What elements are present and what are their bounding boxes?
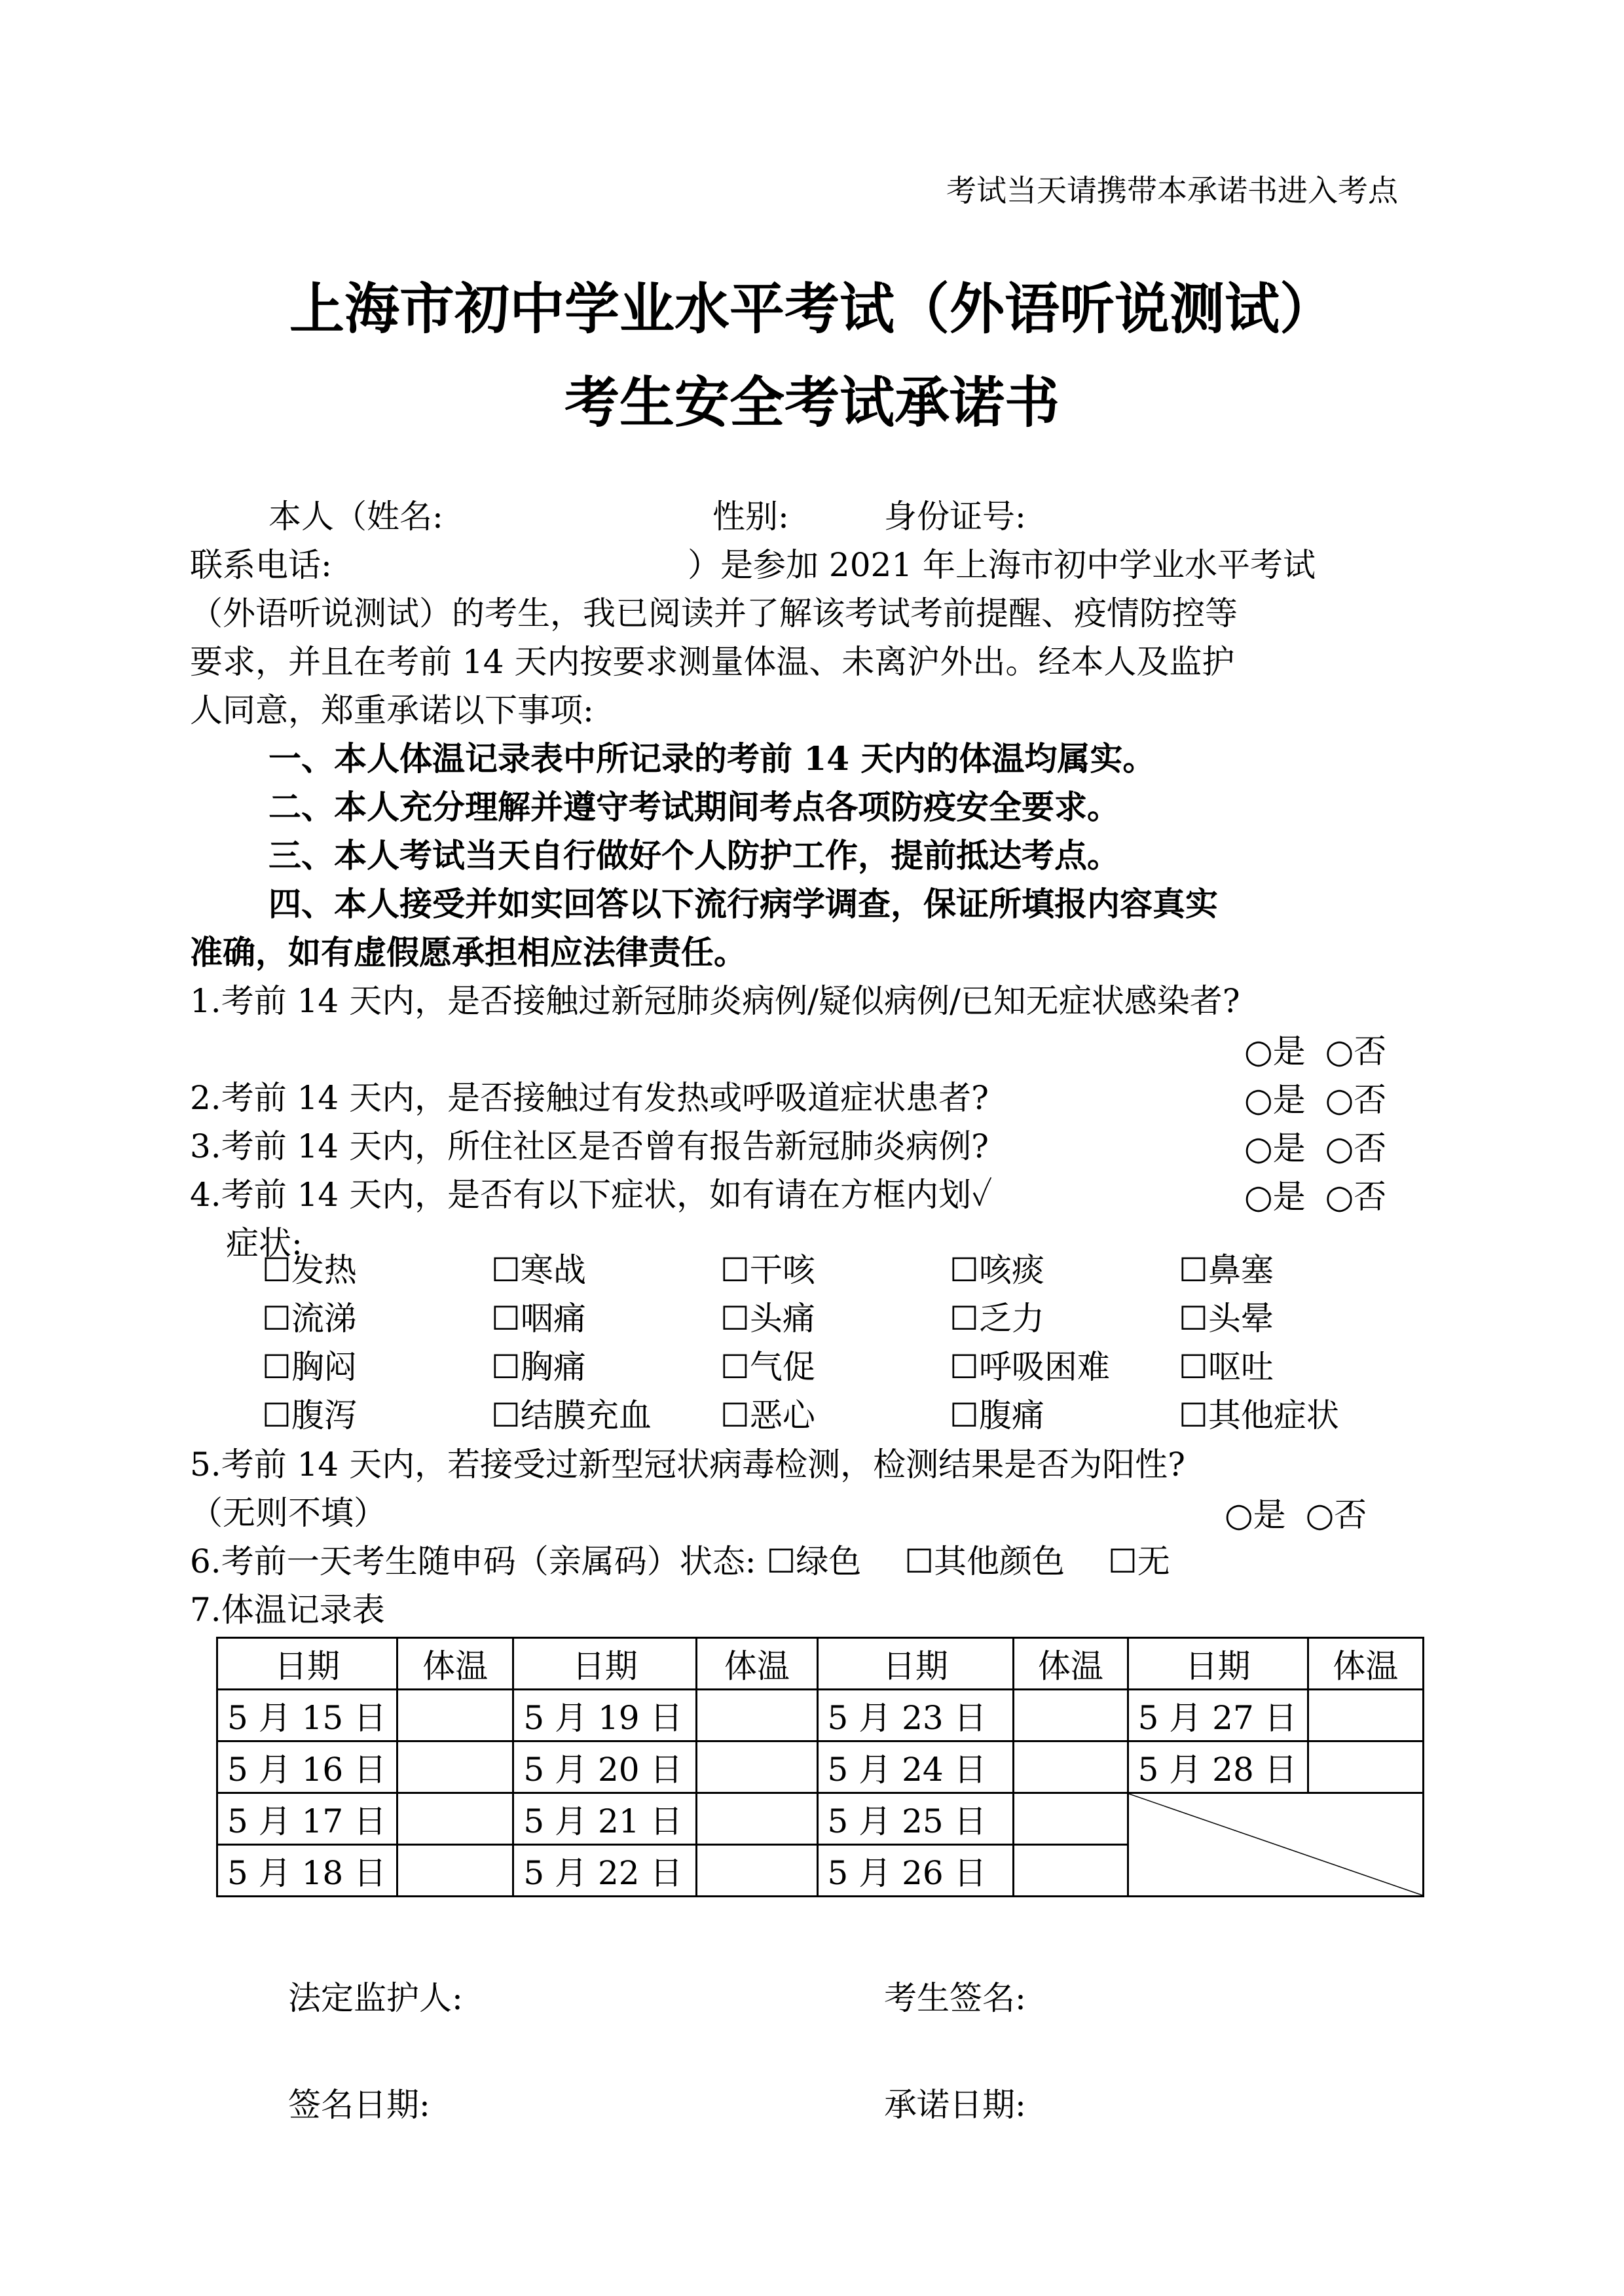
temp-cell[interactable] [697,1741,817,1793]
symptom-option[interactable] [262,1389,357,1436]
date-cell: 5 月 25 日 [817,1793,1014,1845]
question-7: 7.体温记录表 [190,1591,385,1629]
col-date: 日期 [817,1638,1014,1690]
code-option-none[interactable] [1108,1542,1170,1580]
intro-gender-label: 性别: [712,498,789,536]
date-cell: 5 月 17 日 [217,1793,397,1845]
temp-cell[interactable] [1014,1690,1128,1741]
crossed-cell [1128,1793,1423,1897]
checkbox-icon[interactable]: ☐ [1107,1542,1137,1580]
symptom-option[interactable] [491,1389,652,1436]
question-6 [190,1537,1170,1586]
q2-options[interactable] [1225,1074,1386,1121]
col-date: 日期 [217,1638,397,1690]
q1-yes[interactable]: ○是 [1244,1032,1306,1070]
commitment-4: 四、本人接受并如实回答以下流行病学调查，保证所填报内容真实 [268,884,1218,923]
temp-cell[interactable] [1014,1793,1128,1845]
temp-cell[interactable] [697,1845,817,1897]
checkbox-icon[interactable]: ☐ [720,1396,750,1434]
checkbox-icon[interactable]: ☐ [720,1300,750,1338]
symptom-label: 咽痛 [520,1300,586,1338]
checkbox-icon[interactable]: ☐ [1179,1300,1208,1338]
symptom-option[interactable] [720,1292,815,1339]
temp-cell[interactable] [397,1845,513,1897]
diagonal-line [1129,1794,1422,1895]
option-label: 无 [1137,1542,1170,1580]
checkbox-icon[interactable]: ☐ [950,1396,979,1434]
q2-yes[interactable]: ○是 [1244,1081,1306,1119]
temp-cell[interactable] [397,1741,513,1793]
student-signature-label: 考生签名: [884,1979,1026,2017]
symptom-label: 腹痛 [978,1396,1044,1434]
question-5-note: （无则不填） [190,1494,386,1532]
code-option-other[interactable] [904,1542,1065,1580]
date-cell: 5 月 15 日 [217,1690,397,1741]
symptom-label: 乏力 [978,1300,1044,1338]
col-temp: 体温 [1308,1638,1423,1690]
commitment-2: 二、本人充分理解并遵守考试期间考点各项防疫安全要求。 [268,788,1120,826]
temp-cell[interactable] [1014,1845,1128,1897]
symptom-label: 干咳 [749,1251,815,1289]
intro-id-label: 身份证号: [884,498,1026,536]
question-5: 5.考前 14 天内，若接受过新型冠状病毒检测，检测结果是否为阳性? [190,1446,1185,1484]
symptom-label: 呼吸困难 [978,1348,1110,1386]
intro-phone-label: 联系电话: [190,546,332,584]
checkbox-icon[interactable]: ☐ [491,1396,521,1434]
symptom-label: 其他症状 [1208,1396,1339,1434]
checkbox-icon[interactable]: ☐ [262,1396,291,1434]
symptom-option[interactable] [1179,1292,1274,1339]
q4-no[interactable]: ○否 [1325,1178,1387,1216]
date-cell: 5 月 20 日 [513,1741,697,1793]
symptom-label: 气促 [749,1348,815,1386]
symptom-option[interactable] [262,1244,357,1291]
symptom-label: 胸闷 [291,1348,357,1386]
date-cell: 5 月 19 日 [513,1690,697,1741]
intro-line4: 要求，并且在考前 14 天内按要求测量体温、未离沪外出。经本人及监护 [190,643,1235,681]
checkbox-icon[interactable]: ☐ [262,1348,291,1386]
col-date: 日期 [513,1638,697,1690]
checkbox-icon[interactable]: ☐ [262,1251,291,1289]
q5-options[interactable] [1205,1489,1367,1536]
symptom-label: 腹泻 [291,1396,357,1434]
checkbox-icon[interactable]: ☐ [491,1300,521,1338]
q5-yes[interactable]: ○是 [1225,1496,1286,1534]
col-date: 日期 [1128,1638,1308,1690]
checkbox-icon[interactable]: ☐ [904,1542,934,1580]
col-temp: 体温 [1014,1638,1128,1690]
symptom-option[interactable] [262,1292,357,1339]
checkbox-icon[interactable]: ☐ [1179,1251,1208,1289]
symptom-option[interactable] [950,1292,1044,1339]
symptom-label: 头晕 [1208,1300,1274,1338]
checkbox-icon[interactable]: ☐ [950,1251,979,1289]
question-3: 3.考前 14 天内，所住社区是否曾有报告新冠肺炎病例? [190,1127,989,1165]
symptom-option[interactable] [950,1389,1044,1436]
date-cell: 5 月 24 日 [817,1741,1014,1793]
q5-no[interactable]: ○否 [1305,1496,1367,1534]
intro-name-label: 本人（姓名: [268,498,443,536]
symptom-label: 头痛 [749,1300,815,1338]
option-label: 绿色 [796,1542,862,1580]
checkbox-icon[interactable]: ☐ [950,1348,979,1386]
page-title: 上海市初中学业水平考试（外语听说测试） [289,277,1335,341]
symptom-option[interactable] [1179,1389,1339,1436]
symptom-label: 流涕 [291,1300,357,1338]
symptom-option[interactable] [491,1341,586,1388]
q4-yes[interactable]: ○是 [1244,1178,1306,1216]
temp-cell[interactable] [397,1793,513,1845]
symptom-option[interactable] [950,1341,1110,1388]
symptom-option[interactable] [720,1244,815,1291]
commitment-3: 三、本人考试当天自行做好个人防护工作，提前抵达考点。 [268,836,1120,875]
temp-cell[interactable] [397,1690,513,1741]
sign-date-label: 签名日期: [288,2086,430,2124]
checkbox-icon[interactable]: ☐ [1179,1396,1208,1434]
intro-line3: （外语听说测试）的考生，我已阅读并了解该考试考前提醒、疫情防控等 [190,594,1238,632]
symptom-option[interactable] [491,1292,586,1339]
checkbox-icon[interactable]: ☐ [950,1300,979,1338]
q3-yes[interactable]: ○是 [1244,1129,1306,1167]
commitment-4-cont: 准确，如有虚假愿承担相应法律责任。 [190,933,747,972]
temp-cell[interactable] [697,1793,817,1845]
checkbox-icon[interactable]: ☐ [491,1251,521,1289]
temp-cell[interactable] [1014,1741,1128,1793]
commitment-1: 一、本人体温记录表中所记录的考前 14 天内的体温均属实。 [268,739,1156,778]
symptom-label: 咳痰 [978,1251,1044,1289]
q4-options[interactable] [1225,1171,1386,1218]
symptom-option[interactable] [950,1244,1044,1291]
table-row [217,1741,1424,1793]
table-row [217,1690,1424,1741]
symptom-option[interactable] [1179,1244,1274,1291]
symptoms-label: 症状: [226,1224,303,1262]
symptom-label: 鼻塞 [1208,1251,1274,1289]
q1-no[interactable]: ○否 [1325,1032,1387,1070]
temp-cell[interactable] [697,1690,817,1741]
intro-line2: ）是参加 2021 年上海市初中学业水平考试 [688,546,1316,584]
question-4: 4.考前 14 天内，是否有以下症状，如有请在方框内划✓ [190,1176,993,1214]
intro-line5: 人同意，郑重承诺以下事项: [190,691,594,729]
symptom-option[interactable] [1179,1341,1274,1388]
checkbox-icon[interactable]: ☐ [766,1542,796,1580]
symptom-option[interactable] [720,1389,815,1436]
guardian-label: 法定监护人: [288,1979,463,2017]
symptom-label: 胸痛 [520,1348,586,1386]
date-cell: 5 月 27 日 [1128,1690,1308,1741]
table-header-row [217,1638,1424,1690]
symptom-label: 结膜充血 [520,1396,652,1434]
q2-no[interactable]: ○否 [1325,1081,1387,1119]
question-6-text: 6.考前一天考生随申码（亲属码）状态: [190,1542,756,1580]
checkbox-icon[interactable]: ☐ [1179,1348,1208,1386]
table-row [217,1793,1424,1845]
date-cell: 5 月 26 日 [817,1845,1014,1897]
symptom-label: 寒战 [520,1251,586,1289]
q3-options[interactable] [1225,1122,1386,1169]
temperature-table [216,1637,1424,1897]
question-1: 1.考前 14 天内，是否接触过新冠肺炎病例/疑似病例/已知无症状感染者? [190,982,1240,1020]
q3-no[interactable]: ○否 [1325,1129,1387,1167]
option-label: 其他颜色 [934,1542,1065,1580]
checkbox-icon[interactable]: ☐ [720,1251,750,1289]
date-cell: 5 月 23 日 [817,1690,1014,1741]
date-cell: 5 月 18 日 [217,1845,397,1897]
checkbox-icon[interactable]: ☐ [262,1300,291,1338]
temp-cell[interactable] [1308,1690,1423,1741]
date-cell: 5 月 22 日 [513,1845,697,1897]
date-cell: 5 月 16 日 [217,1741,397,1793]
symptom-label: 恶心 [749,1396,815,1434]
symptom-label: 呕吐 [1208,1348,1274,1386]
q1-options[interactable] [1225,1025,1386,1072]
header-note: 考试当天请携带本承诺书进入考点 [946,173,1398,208]
symptom-option[interactable] [491,1244,586,1291]
date-cell: 5 月 21 日 [513,1793,697,1845]
checkbox-icon[interactable]: ☐ [720,1348,750,1386]
symptom-label: 发热 [291,1251,357,1289]
symptom-option[interactable] [262,1341,357,1388]
temp-cell[interactable] [1308,1741,1423,1793]
question-2: 2.考前 14 天内，是否接触过有发热或呼吸道症状患者? [190,1079,989,1117]
col-temp: 体温 [697,1638,817,1690]
code-option-green[interactable] [766,1542,861,1580]
checkbox-icon[interactable]: ☐ [491,1348,521,1386]
promise-date-label: 承诺日期: [884,2086,1026,2124]
col-temp: 体温 [397,1638,513,1690]
page-subtitle: 考生安全考试承诺书 [564,371,1060,435]
symptom-option[interactable] [720,1341,815,1388]
date-cell: 5 月 28 日 [1128,1741,1308,1793]
